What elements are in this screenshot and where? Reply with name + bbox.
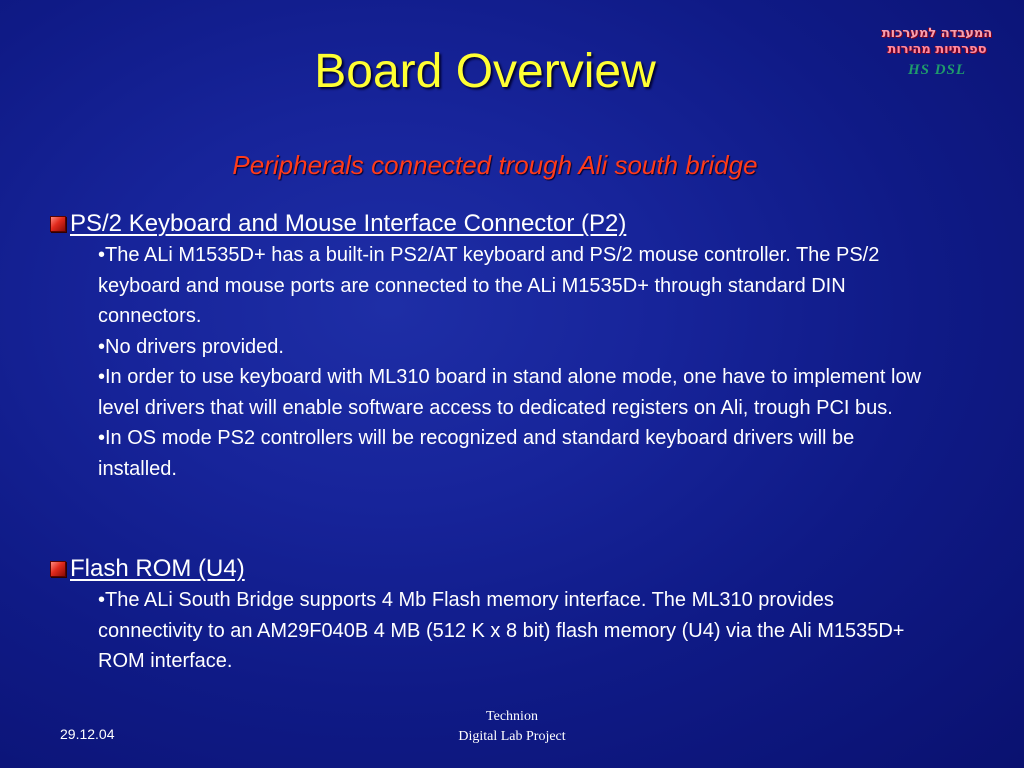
section-heading: Flash ROM (U4) [70, 555, 245, 582]
bullet-paragraph: •In OS mode PS2 controllers will be recognized and standard keyboard drivers will be installed. [98, 427, 855, 480]
footer-institution: Technion [486, 709, 538, 724]
section-heading-row [48, 553, 978, 585]
logo-hebrew-line1: המעבדה למערכות [881, 26, 993, 41]
section-heading: PS/2 Keyboard and Mouse Interface Connector (P2) [70, 210, 627, 237]
bullet-paragraph: •The ALi South Bridge supports 4 Mb Flash memory interface. The ML310 provides connectivity to an AM29F040B 4 MB (512 K x 8 bit) flash memory (U4) via the Ali M1535D+ ROM interface. [98, 589, 905, 672]
section-flash-rom [48, 553, 978, 677]
bullet-paragraph: •No drivers provided. [98, 335, 284, 358]
section-heading-row [48, 208, 978, 240]
logo-subtitle: HS DSL [907, 62, 967, 78]
bullet-paragraph: •In order to use keyboard with ML310 board in stand alone mode, one have to implement low level drivers that will enable software access to dedicated registers on Ali, trough PCI bus. [98, 366, 922, 419]
slide-subtitle: Peripherals connected trough Ali south bridge [232, 150, 758, 180]
square-bullet-icon [50, 216, 66, 232]
footer-project: Digital Lab Project [458, 729, 566, 744]
section-ps2 [48, 208, 978, 484]
logo-hebrew-line2: ספרתיות מהירות [887, 42, 987, 57]
footer-date: 29.12.04 [60, 726, 115, 742]
slide-title: Board Overview [314, 45, 656, 98]
footer-credit [412, 707, 612, 747]
square-bullet-icon [50, 561, 66, 577]
bullet-paragraph: •The ALi M1535D+ has a built-in PS2/AT keyboard and PS/2 mouse controller. The PS/2 keyboard and mouse ports are connected to the ALi M1535D+ through standard DIN connectors. [98, 244, 880, 327]
